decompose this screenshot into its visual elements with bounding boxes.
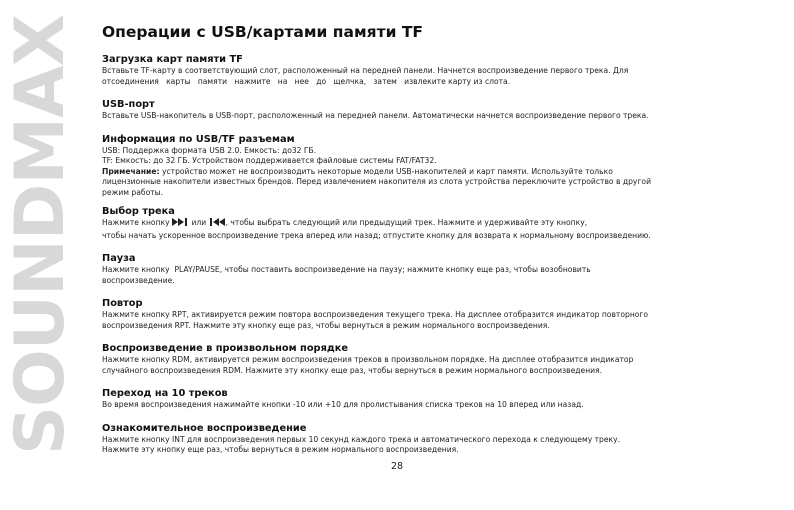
section-text: отсоединения карты памяти нажмите на нее до щелчка, затем извлеките карту из слота. — [102, 76, 511, 86]
next-track-icon — [172, 218, 189, 226]
section-text: Нажмите кнопку INT для воспроизведения первых 10 секунд каждого трека и автоматического перехода к следующему треку. — [102, 434, 621, 444]
section-heading: Информация по USB/TF разъемам — [102, 133, 295, 145]
section-text: воспроизведения RPT. Нажмите эту кнопку еще раз, чтобы вернуться в режим нормального воспроизведения. — [102, 320, 550, 330]
section-usb-port — [102, 99, 722, 122]
section-heading: Выбор трека — [102, 206, 175, 217]
section-intro — [102, 423, 722, 456]
section-text — [102, 218, 722, 229]
section-text: Нажмите эту кнопку еще раз, чтобы вернуться в режим нормального воспроизведения. — [102, 445, 459, 454]
section-heading: Воспроизведение в произвольном порядке — [102, 343, 349, 354]
page-title: Операции с USB/картами памяти TF — [102, 23, 424, 41]
section-text: Вставьте TF-карту в соответствующий слот, расположенный на передней панели. Начнется воспроизведение первого трека. Для — [102, 66, 629, 75]
section-text: чтобы начать ускоренное воспроизведение трека вперед или назад; отпустите кнопку для возврата к нормальному воспроизведению. — [102, 230, 651, 240]
section-pause — [102, 253, 722, 286]
section-heading: Переход на 10 треков — [102, 388, 228, 399]
section-heading: Ознакомительное воспроизведение — [102, 422, 307, 434]
section-text: Нажмите кнопку RDM, активируется режим воспроизведения треков в произвольном порядке. На дисплее отобразится индикатор — [102, 355, 634, 364]
section-text: режим работы. — [102, 187, 164, 197]
section-text: воспроизведение. — [102, 275, 175, 285]
section-text: USB: Поддержка формата USB 2.0. Емкость: до32 ГБ. — [102, 145, 317, 155]
section-text: Нажмите кнопку RPT, активируется режим повтора воспроизведения текущего трека. На дисплее отобразится индикатор повторного — [102, 310, 649, 319]
section-skip-10 — [102, 388, 722, 411]
section-track-select — [102, 206, 722, 241]
section-text: Во время воспроизведения нажимайте кнопки -10 или +10 для пролистывания списка треков на 10 вперед или назад. — [102, 400, 584, 409]
section-random — [102, 343, 722, 376]
page-number: 28 — [390, 461, 404, 472]
section-note — [102, 167, 722, 178]
text-fragment: Нажмите кнопку — [102, 218, 173, 227]
section-heading: USB-порт — [102, 99, 155, 110]
section-text: TF: Емкость: до 32 ГБ. Устройством поддерживается файловые системы FAT/FAT32. — [102, 156, 437, 165]
section-heading: Повтор — [102, 298, 143, 309]
note-label: Примечание: — [102, 166, 160, 176]
previous-track-icon — [209, 218, 226, 226]
note-text: устройство может не воспроизводить некоторые модели USB-накопителей и карт памяти. Используйте только — [159, 166, 613, 176]
section-heading: Загрузка карт памяти TF — [102, 54, 243, 65]
document-body — [102, 22, 722, 456]
section-text: случайного воспроизведения RDM. Нажмите эту кнопку еще раз, чтобы вернуться в режим нормального воспроизведения. — [102, 365, 603, 375]
text-fragment: , чтобы выбрать следующий или предыдущий трек. Нажмите и удерживайте эту кнопку, — [225, 218, 588, 227]
brand-watermark: SOUNDMAX — [1, 14, 80, 455]
section-tf-card — [102, 54, 722, 87]
section-usb-tf-info — [102, 134, 722, 199]
section-repeat — [102, 298, 722, 331]
section-heading: Пауза — [102, 253, 136, 264]
text-fragment: или — [189, 218, 209, 227]
section-text: лицензионные накопители известных брендов. Перед извлечением накопителя из слота устройства переключите устройство в другой — [102, 177, 652, 186]
section-text: Нажмите кнопку PLAY/PAUSE, чтобы поставить воспроизведение на паузу; нажмите кнопку еще раз, чтобы возобновить — [102, 265, 591, 274]
section-text: Вставьте USB-накопитель в USB-порт, расположенный на передней панели. Автоматически начнется воспроизведение первого трека. — [102, 111, 649, 120]
